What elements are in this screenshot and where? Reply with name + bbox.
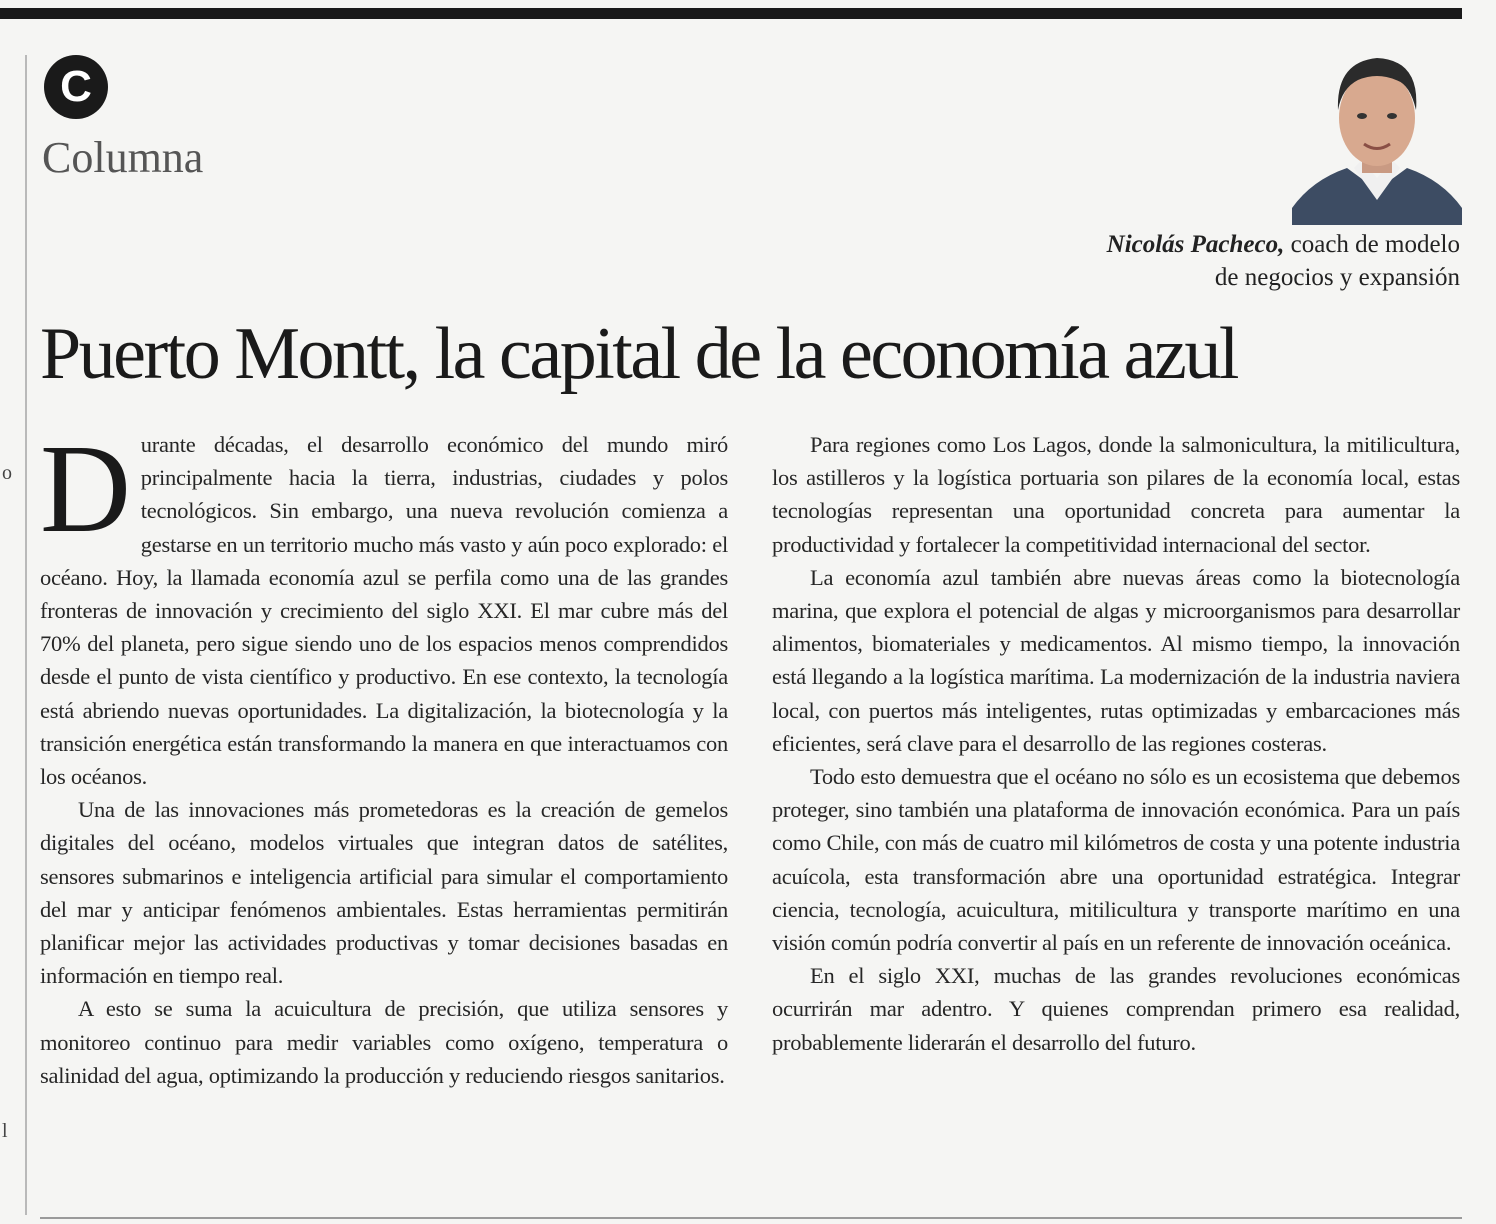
column-badge-icon: C: [44, 55, 108, 119]
article-paragraph: Para regiones como Los Lagos, donde la salmonicultura, la mitilicultura, los astilleros y la logística portuaria son pilares de la economía local, estas tecnologías representan una oportunidad concreta para aumentar la productividad y fortalecer la competitividad internacional del sector.: [772, 432, 1460, 557]
author-name: Nicolás Pacheco,: [1106, 231, 1285, 258]
byline: [940, 228, 1460, 294]
article-column-right: [772, 428, 1460, 1059]
author-avatar: [1292, 40, 1462, 225]
bottom-rule: [40, 1217, 1462, 1219]
headline: Puerto Montt, la capital de la economía azul: [40, 313, 1237, 395]
margin-mark: l: [2, 1120, 8, 1142]
left-column-rule: [25, 55, 27, 1215]
paragraph-text: urante décadas, el desarrollo económico del mundo miró principalmente hacia la tierra, industrias, ciudades y polos tecnológicos. Sin embargo, una nueva revolución comienza a gestarse en un territorio mucho más vasto y aún poco explorado: el océano. Hoy, la llamada economía azul se perfila como una de las grandes fronteras de innovación y crecimiento del siglo XXI. El mar cubre más del 70% del planeta, pero sigue siendo uno de los espacios menos comprendidos desde el punto de vista científico y productivo. En ese contexto, la tecnología está abriendo nuevas oportunidades. La digitalización, la biotecnología y la transición energética están transformando la manera en que interactuamos con los océanos.: [40, 432, 728, 790]
author-role-line1: coach de modelo: [1284, 231, 1460, 258]
margin-mark: o: [2, 462, 12, 484]
article-paragraph: Todo esto demuestra que el océano no sólo es un ecosistema que debemos proteger, sino también una plataforma de innovación económica. Para un país como Chile, con más de cuatro mil kilómetros de costa y una potente industria acuícola, esta transformación abre una oportunidad estratégica. Integrar ciencia, tecnología, acuicultura, mitilicultura y transporte marítimo en una visión común podría convertir al país en un referente de innovación oceánica.: [772, 764, 1460, 956]
author-role-line2: de negocios y expansión: [1214, 264, 1460, 291]
article-paragraph: La economía azul también abre nuevas áreas como la biotecnología marina, que explora el potencial de algas y microorganismos para desarrollar alimentos, biomateriales y medicamentos. Al mismo tiempo, la innovación está llegando a la logística marítima. La modernización de la industria naviera local, con puertos más inteligentes, rutas optimizadas y embarcaciones más eficientes, será clave para el desarrollo de las regiones costeras.: [772, 564, 1460, 756]
top-rule: [0, 8, 1462, 19]
article-column-left: [40, 420, 728, 1092]
article-paragraph: A esto se suma la acuicultura de precisión, que utiliza sensores y monitoreo continuo para medir variables como oxígeno, temperatura o salinidad del agua, optimizando la producción y reduciendo riesgos sanitarios.: [40, 996, 728, 1088]
article-paragraph: [40, 420, 728, 793]
drop-cap: D: [40, 420, 131, 559]
article-paragraph: En el siglo XXI, muchas de las grandes revoluciones económicas ocurrirán mar adentro. Y quienes comprendan primero esa realidad, probablemente liderarán el desarrollo del futuro.: [772, 963, 1460, 1055]
article-paragraph: Una de las innovaciones más prometedoras es la creación de gemelos digitales del océano, modelos virtuales que integran datos de satélites, sensores submarinos e inteligencia artificial para simular el comportamiento del mar y anticipar fenómenos ambientales. Estas herramientas permitirán planificar mejor las actividades productivas y tomar decisiones basadas en información en tiempo real.: [40, 797, 728, 989]
section-label: Columna: [42, 133, 204, 182]
